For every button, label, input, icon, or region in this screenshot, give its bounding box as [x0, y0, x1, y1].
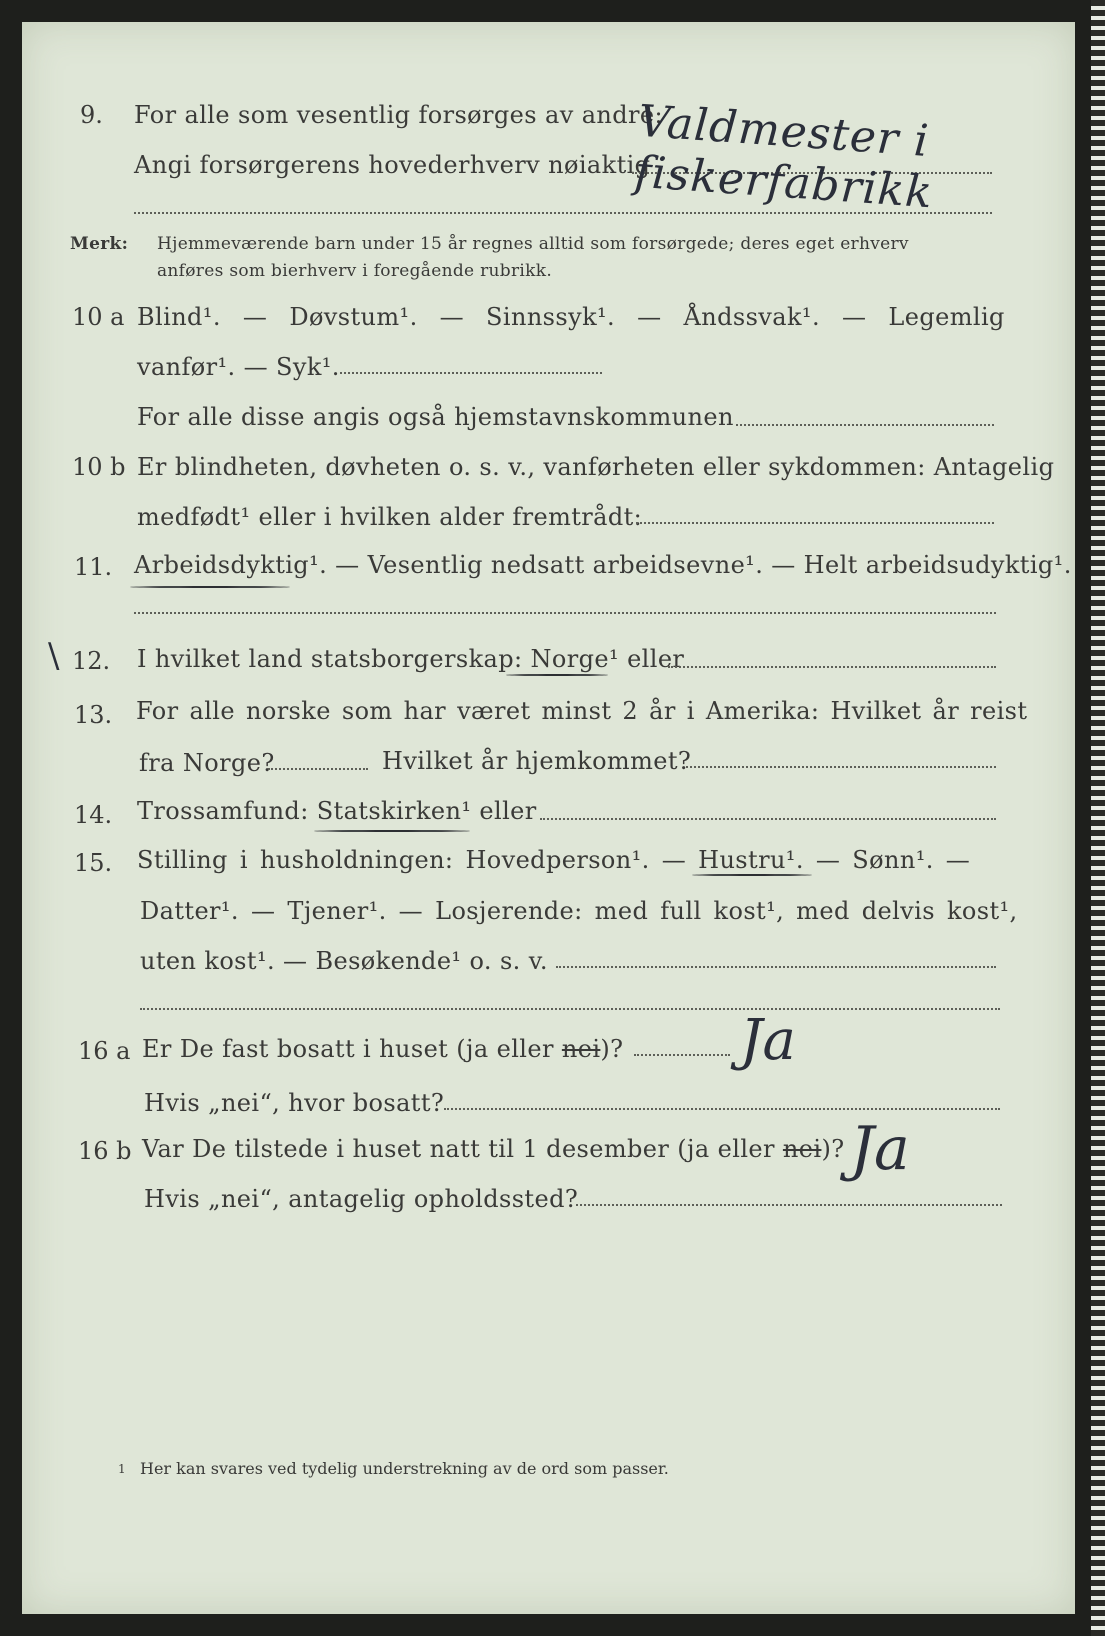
q10b-answer-line [636, 522, 994, 524]
q16a-number: 16 a [78, 1037, 131, 1065]
q10a-answer-line [340, 372, 602, 374]
q16b-line1: Var De tilstede i huset natt til 1 desember (ja eller nei)? [142, 1135, 845, 1163]
q13-year-returned-line [686, 766, 996, 768]
q9-handwritten-answer: Valdmester i fiskerfabrikk [633, 95, 935, 219]
q16b-handwritten-answer: Ja [850, 1114, 910, 1184]
q16b-location-line [576, 1204, 1002, 1206]
q14-answer-line [540, 818, 996, 820]
q9-question-line1: For alle som vesentlig forsørges av andre: [134, 101, 664, 129]
q13-year-left-line [268, 768, 368, 770]
q16b-line2: Hvis „nei“, antagelig opholdssted? [144, 1185, 579, 1213]
q14-line1: Trossamfund: Statskirken¹ eller [137, 797, 537, 825]
q16a-struck-nei: nei [561, 1035, 601, 1063]
merk-text-line2: anføres som bierhverv i foregående rubrikk. [157, 261, 553, 281]
q13-line1: For alle norske som har været minst 2 år i Amerika: Hvilket år reist [136, 697, 1028, 725]
footnote-mark: 1 [118, 1462, 126, 1476]
q16b-struck-nei: nei [782, 1135, 822, 1163]
q10b-number: 10 b [72, 453, 126, 481]
q10a-line1: Blind¹. — Døvstum¹. — Sinnssyk¹. — Åndssvak¹. — Legemlig [137, 303, 1005, 331]
q13-line2b: Hvilket år hjemkommet? [382, 747, 692, 775]
q16a-answer-line [634, 1054, 730, 1056]
q15-line1: Stilling i husholdningen: Hovedperson¹. — Hustru¹. — Sønn¹. — [137, 846, 971, 874]
q15-line2: Datter¹. — Tjener¹. — Losjerende: med full kost¹, med delvis kost¹, [140, 897, 1018, 925]
q14-number: 14. [74, 801, 113, 829]
merk-label: Merk: [70, 234, 129, 254]
q10a-line2: vanfør¹. — Syk¹. [137, 353, 340, 381]
q9-question-line2: Angi forsørgerens hovederhverv nøiaktig [134, 151, 651, 179]
q15-answer-line [556, 966, 996, 968]
q10b-line1: Er blindheten, døvheten o. s. v., vanførheten eller sykdommen: Antagelig [137, 453, 1055, 481]
q16a-handwritten-answer: Ja [740, 1008, 796, 1073]
q9-extra-line [134, 212, 992, 214]
check-mark: \ [48, 636, 60, 676]
q15-line3: uten kost¹. — Besøkende¹ o. s. v. [140, 947, 548, 975]
q16a-line2: Hvis „nei“, hvor bosatt? [144, 1089, 445, 1117]
q16b-number: 16 b [78, 1137, 132, 1165]
q10a-kommune-line [736, 424, 994, 426]
q11-extra-line [134, 612, 996, 614]
q12-answer-line [668, 666, 996, 668]
q13-line2a: fra Norge? [139, 749, 275, 777]
q12-line1: I hvilket land statsborgerskap: Norge¹ eller [137, 645, 685, 673]
q15-answer-underline [692, 874, 812, 876]
q9-number: 9. [80, 101, 103, 129]
q12-answer-underline [506, 674, 608, 676]
merk-text-line1: Hjemmeværende barn under 15 år regnes alltid som forsørgede; deres eget erhverv [157, 234, 909, 254]
q16a-line1: Er De fast bosatt i huset (ja eller nei)? [142, 1035, 624, 1063]
page-edge [1091, 0, 1105, 1636]
q10a-line3: For alle disse angis også hjemstavnskommunen [137, 403, 734, 431]
q14-answer-underline [314, 830, 470, 832]
q11-number: 11. [74, 553, 113, 581]
q12-number: 12. [72, 647, 111, 675]
q11-answer-underline [130, 586, 290, 588]
q15-extra-line [140, 1008, 1000, 1010]
q11-line1: Arbeidsdyktig¹. — Vesentlig nedsatt arbeidsevne¹. — Helt arbeidsudyktig¹. [134, 551, 1072, 579]
q13-number: 13. [74, 701, 113, 729]
q16a-where-line [444, 1108, 1000, 1110]
q15-number: 15. [74, 849, 113, 877]
q10b-line2: medfødt¹ eller i hvilken alder fremtrådt: [137, 503, 643, 531]
q10a-number: 10 a [72, 303, 125, 331]
footnote-text: Her kan svares ved tydelig understrekning av de ord som passer. [140, 1459, 669, 1478]
